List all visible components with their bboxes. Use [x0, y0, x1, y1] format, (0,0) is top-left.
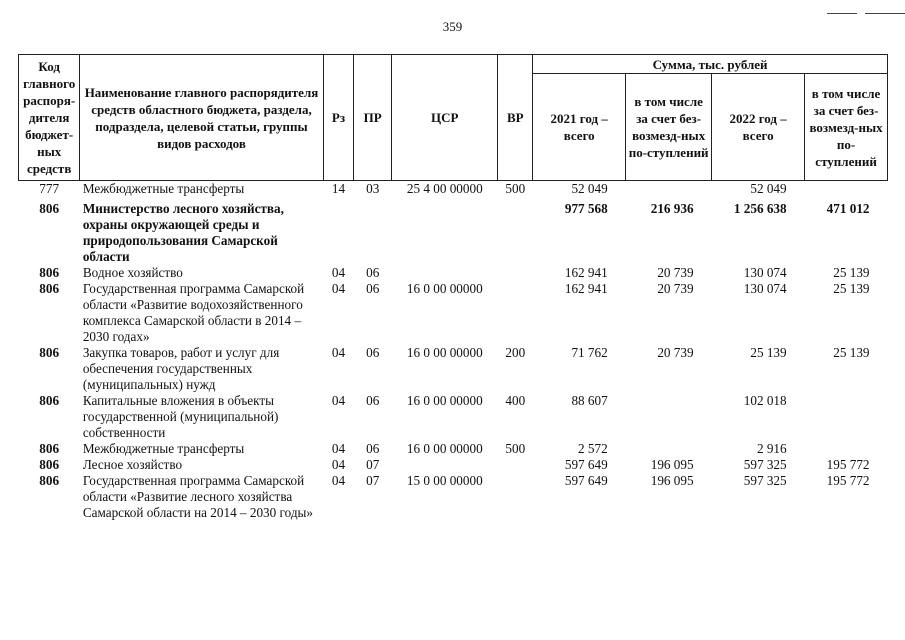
header-2022-free: в том числе за счет без-возмезд-ных по-ступлений: [805, 74, 888, 181]
row-2022-total: 1 256 638: [733, 201, 787, 216]
row-2021-free: [626, 441, 712, 457]
row-2021-free: [626, 181, 712, 198]
row-2022-free: [805, 181, 888, 198]
row-rz: [323, 197, 354, 265]
table-row: [19, 457, 888, 473]
budget-table: [18, 54, 888, 521]
row-csr: 16 0 00 00000: [406, 281, 483, 296]
row-2021-total: 597 649: [564, 473, 608, 488]
budget-table-wrapper: [18, 54, 888, 521]
row-rz: 04: [331, 265, 346, 280]
row-code: 806: [39, 281, 60, 296]
row-2021-total: 88 607: [571, 393, 608, 408]
row-csr: 25 4 00 00000: [406, 181, 483, 196]
header-csr: ЦСР: [392, 55, 498, 181]
row-csr: 16 0 00 00000: [406, 441, 483, 456]
row-csr: 15 0 00 00000: [406, 473, 483, 488]
table-row: [19, 441, 888, 457]
header-2022-total: 2022 год – всего: [712, 74, 805, 181]
row-pr: 06: [366, 441, 380, 456]
row-vr: [498, 197, 533, 265]
row-name: Закупка товаров, работ и услуг для обеспечения государственных (муниципальных) нужд: [82, 345, 280, 392]
row-rz: 04: [331, 473, 346, 488]
row-pr: 07: [366, 457, 380, 472]
row-name: Государственная программа Самарской области «Развитие лесного хозяйства Самарской области на 2014 – 2030 годы»: [82, 473, 313, 520]
header-pr: ПР: [354, 55, 392, 181]
header-code: Код главного распоря-дителя бюджет-ных средств: [19, 55, 80, 181]
header-2021-total: 2021 год – всего: [533, 74, 626, 181]
row-name: Межбюджетные трансферты: [82, 441, 245, 456]
row-rz: 04: [331, 345, 346, 360]
row-pr: 06: [366, 393, 380, 408]
row-csr: 16 0 00 00000: [406, 393, 483, 408]
row-2021-total: 162 941: [564, 281, 608, 296]
row-2021-free: 196 095: [650, 457, 694, 472]
row-code: 806: [39, 265, 60, 280]
header-rz: Рз: [323, 55, 354, 181]
row-2022-free: 471 012: [826, 201, 870, 216]
row-pr: 06: [366, 345, 380, 360]
table-row: [19, 265, 888, 281]
row-2021-total: 597 649: [564, 457, 608, 472]
row-csr: [392, 457, 498, 473]
row-vr: 500: [505, 181, 526, 196]
row-pr: 06: [366, 281, 380, 296]
row-2022-free: [805, 441, 888, 457]
row-pr: 06: [366, 265, 380, 280]
row-code: 806: [39, 473, 60, 488]
row-2021-total: 977 568: [564, 201, 608, 216]
header-name: Наименование главного распорядителя средств областного бюджета, раздела, подраздела, целевой статьи, группы видов расходов: [80, 55, 323, 181]
row-2022-total: 25 139: [750, 345, 787, 360]
row-name: Министерство лесного хозяйства, охраны окружающей среды и природопользования Самарской области: [82, 201, 284, 264]
row-2021-free: 20 739: [657, 265, 694, 280]
row-2021-free: 20 739: [657, 281, 694, 296]
row-name: Межбюджетные трансферты: [82, 181, 245, 196]
row-2021-free: [626, 393, 712, 441]
row-2022-total: 52 049: [750, 181, 787, 196]
row-vr: 500: [505, 441, 526, 456]
row-2021-total: 71 762: [571, 345, 608, 360]
header-vr: ВР: [498, 55, 533, 181]
row-2021-total: 2 572: [578, 441, 608, 456]
row-name: Капитальные вложения в объекты государственной (муниципальной) собственности: [82, 393, 279, 440]
table-row: [19, 473, 888, 521]
row-csr: [392, 197, 498, 265]
row-2022-total: 130 074: [743, 265, 787, 280]
row-rz: 04: [331, 281, 346, 296]
row-2022-total: 597 325: [743, 473, 787, 488]
page-number: 359: [442, 19, 463, 34]
table-row: [19, 197, 888, 265]
row-2022-total: 2 916: [756, 441, 787, 456]
row-vr: [498, 457, 533, 473]
table-row: [19, 181, 888, 198]
row-2021-total: 162 941: [564, 265, 608, 280]
row-name: Государственная программа Самарской области «Развитие водохозяйственного комплекса Самарской области в 2014 – 2030 годах»: [82, 281, 305, 344]
table-row: [19, 345, 888, 393]
row-code: 806: [39, 345, 60, 360]
row-pr: 03: [366, 181, 380, 196]
row-code: 777: [39, 181, 60, 196]
table-row: [19, 393, 888, 441]
row-2022-total: 597 325: [743, 457, 787, 472]
header-2021-free: в том числе за счет без-возмезд-ных по-ступлений: [626, 74, 712, 181]
row-rz: 04: [331, 441, 346, 456]
row-rz: 04: [331, 393, 346, 408]
row-rz: 14: [331, 181, 346, 196]
row-rz: 04: [331, 457, 346, 472]
table-row: [19, 281, 888, 345]
row-csr: [392, 265, 498, 281]
row-vr: 400: [505, 393, 526, 408]
row-code: 806: [39, 393, 60, 408]
row-2022-free: [805, 393, 888, 441]
row-2022-free: 25 139: [833, 345, 870, 360]
header-sum: Сумма, тыс. рублей: [533, 55, 888, 74]
row-vr: [498, 281, 533, 345]
row-2021-free: 216 936: [650, 201, 694, 216]
row-code: 806: [39, 441, 60, 456]
row-2022-free: 25 139: [833, 265, 870, 280]
top-edge-rules: [819, 1, 905, 19]
row-2021-free: 196 095: [650, 473, 694, 488]
row-csr: 16 0 00 00000: [406, 345, 483, 360]
row-name: Водное хозяйство: [82, 265, 183, 280]
row-2022-total: 130 074: [743, 281, 787, 296]
row-code: 806: [39, 201, 60, 216]
row-vr: 200: [505, 345, 526, 360]
row-2021-free: 20 739: [657, 345, 694, 360]
row-vr: [498, 265, 533, 281]
row-2021-total: 52 049: [571, 181, 608, 196]
row-code: 806: [39, 457, 60, 472]
row-2022-free: 25 139: [833, 281, 870, 296]
row-pr: 07: [366, 473, 380, 488]
row-2022-free: 195 772: [826, 457, 870, 472]
row-pr: [354, 197, 392, 265]
table-body: [19, 181, 888, 522]
row-name: Лесное хозяйство: [82, 457, 183, 472]
row-2022-total: 102 018: [743, 393, 787, 408]
row-2022-free: 195 772: [826, 473, 870, 488]
row-vr: [498, 473, 533, 521]
